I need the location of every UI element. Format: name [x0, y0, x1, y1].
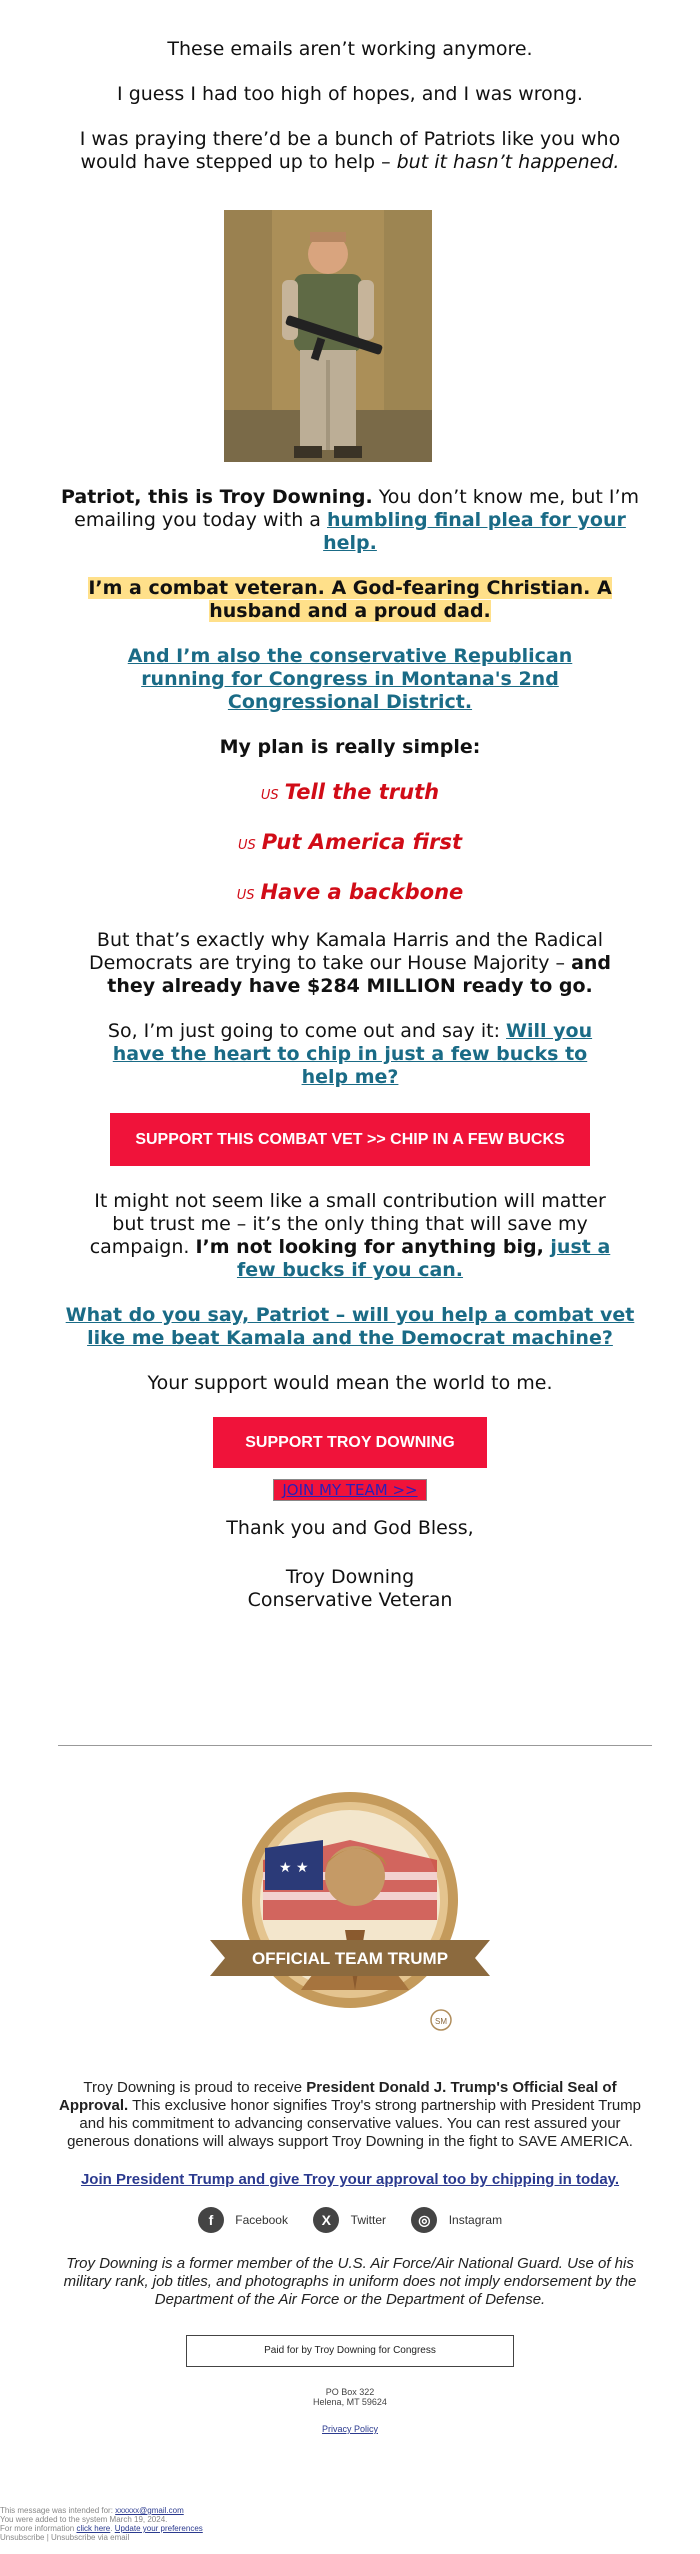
click-here-link[interactable]: click here: [76, 2524, 111, 2533]
recipient-info: This message was intended for: xxxxxx@gmail.com You were added to the system March 19, 2024. For more information click here. Update your preferences Unsubscribe | Unsubscribe via email: [0, 2506, 203, 2542]
plan-item-2: US Put America first: [237, 830, 462, 854]
update-preferences-link[interactable]: Update your preferences: [114, 2524, 203, 2533]
us-flag-icon: US: [236, 888, 255, 903]
unsubscribe-email-link[interactable]: Unsubscribe via email: [51, 2533, 130, 2542]
unsubscribe-link[interactable]: Unsubscribe: [0, 2533, 45, 2542]
service-mark: SM: [435, 2017, 447, 2026]
seal-banner-text: OFFICIAL TEAM TRUMP: [251, 1949, 449, 1968]
x-twitter-icon: X: [313, 2207, 339, 2233]
intro-line-2: I guess I had too high of hopes, and I was wrong.: [117, 83, 583, 105]
instagram-icon: ◎: [411, 2207, 437, 2233]
seal-description: Troy Downing is proud to receive President Donald J. Trump's Official Seal of Approval. This exclusive honor signifies Troy's strong partnership with President Trump and his commitment to advancing conservative values. You can rest assured your generous donations will always support Troy Downing in the fight to SAVE AMERICA.: [59, 2079, 641, 2150]
support-troy-button[interactable]: SUPPORT TROY DOWNING: [213, 1417, 487, 1468]
plan-heading: My plan is really simple:: [219, 736, 481, 758]
signature-name: Troy Downing: [285, 1566, 415, 1588]
po-box: PO Box 322: [325, 2387, 375, 2397]
signature-title: Conservative Veteran: [247, 1589, 453, 1611]
help-combat-vet-link[interactable]: What do you say, Patriot – will you help a combat vet like me beat Kamala and the Democrat machine?: [65, 1304, 635, 1349]
social-links: [55, 2207, 645, 2233]
join-trump-link[interactable]: Join President Trump and give Troy your approval too by chipping in today.: [80, 2171, 620, 2188]
military-disclaimer: Troy Downing is a former member of the U.S. Air Force/Air National Guard. Use of his military rank, job titles, and photographs in uniform does not imply endorsement by the Department of the Air Force or the Department of Defense.: [63, 2255, 637, 2308]
recipient-email-link[interactable]: xxxxxx@gmail.com: [115, 2506, 184, 2515]
us-flag-icon: US: [237, 838, 256, 853]
join-team-button[interactable]: JOIN MY TEAM >>: [273, 1479, 426, 1501]
twitter-link[interactable]: X Twitter: [313, 2212, 389, 2226]
few-bucks-link[interactable]: just a few bucks if you can.: [236, 1236, 611, 1281]
candidate-link[interactable]: And I’m also the conservative Republican running for Congress in Montana's 2nd Congressional District.: [127, 645, 573, 713]
plan-item-1: US Tell the truth: [260, 780, 440, 804]
soldier-photo: [224, 210, 432, 462]
intro-paragraph: Patriot, this is Troy Downing. You don’t know me, but I’m emailing you today with a humbling final plea for your help.: [60, 486, 640, 554]
city: Helena, MT 59624: [313, 2397, 387, 2407]
plan-item-3: US Have a backbone: [236, 880, 464, 904]
contribution-paragraph: It might not seem like a small contribution will matter but trust me – it’s the only thing that will save my campaign. I’m not looking for anything big, just a few bucks if you can.: [89, 1190, 611, 1281]
us-flag-icon: US: [260, 788, 279, 803]
svg-text:★ ★: ★ ★: [279, 1860, 309, 1876]
instagram-link[interactable]: ◎ Instagram: [411, 2212, 502, 2226]
intro-line-3: I was praying there’d be a bunch of Patriots like you who would have stepped up to help – but it hasn’t happened.: [79, 128, 621, 173]
paid-for-box: Paid for by Troy Downing for Congress: [186, 2335, 514, 2367]
privacy-policy-link[interactable]: Privacy Policy: [321, 2424, 378, 2434]
chip-in-link[interactable]: Will you have the heart to chip in just a few bucks to help me?: [112, 1020, 593, 1088]
ask-paragraph: So, I’m just going to come out and say it: Will you have the heart to chip in just a few bucks to help me?: [107, 1020, 593, 1088]
team-trump-seal: [205, 1780, 495, 2050]
plea-link[interactable]: humbling final plea for your help.: [323, 509, 626, 554]
divider: [58, 1745, 652, 1746]
democrats-paragraph: But that’s exactly why Kamala Harris and the Radical Democrats are trying to take our House Majority – and they already have $284 MILLION ready to go.: [88, 929, 612, 997]
facebook-icon: f: [198, 2207, 224, 2233]
veteran-statement: I’m a combat veteran. A God-fearing Christian. A husband and a proud dad.: [88, 577, 612, 622]
support-combat-vet-button[interactable]: SUPPORT THIS COMBAT VET >> CHIP IN A FEW BUCKS: [110, 1113, 590, 1166]
support-meaning: Your support would mean the world to me.: [147, 1372, 553, 1394]
intro-line-1: These emails aren’t working anymore.: [167, 38, 533, 60]
closing: Thank you and God Bless,: [226, 1517, 474, 1539]
facebook-link[interactable]: f Facebook: [198, 2212, 291, 2226]
